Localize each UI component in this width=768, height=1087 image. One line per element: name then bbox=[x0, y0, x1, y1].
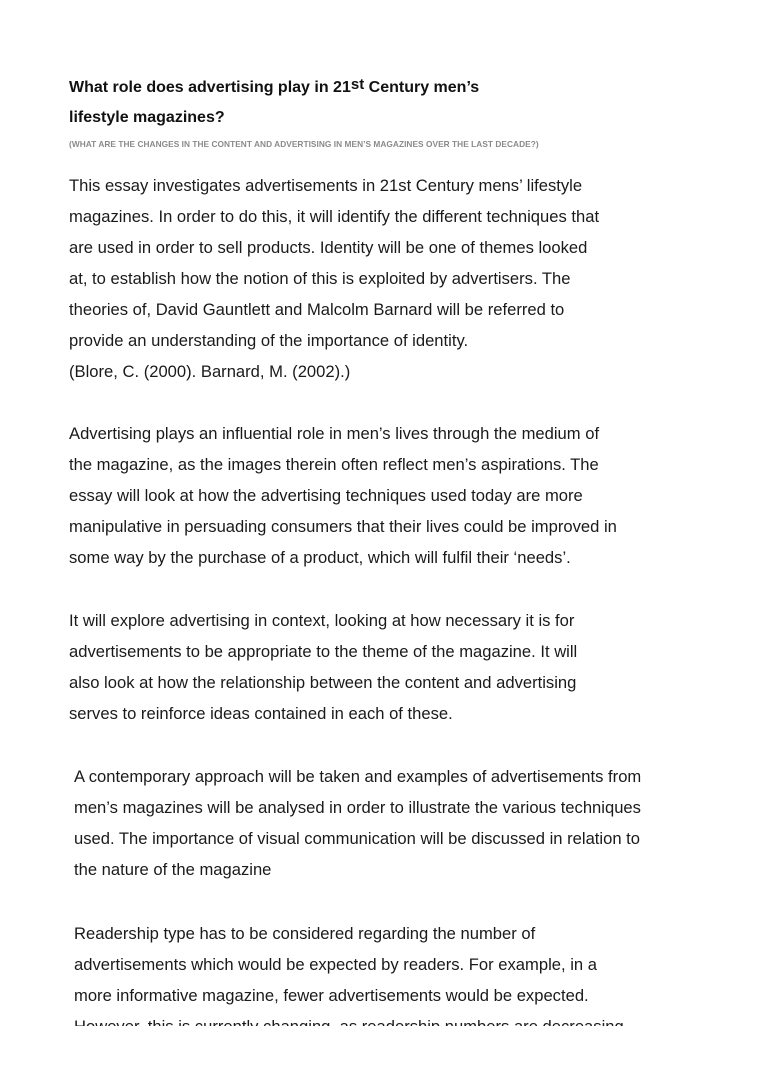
title-line-1 bbox=[69, 73, 479, 103]
paragraph-line: magazines. In order to do this, it will identify the different techniques that bbox=[69, 207, 600, 226]
paragraph-line: the magazine, as the images therein often reflect men’s aspirations. The bbox=[69, 455, 599, 474]
paragraph-line: serves to reinforce ideas contained in each of these. bbox=[69, 704, 453, 723]
paragraph-line: theories of, David Gauntlett and Malcolm Barnard will be referred to bbox=[69, 300, 565, 319]
paragraph-line: provide an understanding of the importance of identity. bbox=[69, 331, 469, 350]
title-superscript: st bbox=[350, 76, 365, 93]
paragraph-line: advertisements to be appropriate to the theme of the magazine. It will bbox=[69, 642, 578, 661]
page-cutoff-mask bbox=[0, 1026, 768, 1087]
paragraph-line: men’s magazines will be analysed in order to illustrate the various techniques bbox=[74, 798, 641, 817]
paragraph-line: Readership type has to be considered regarding the number of bbox=[74, 924, 536, 943]
title-text-after: Century men’s bbox=[364, 79, 480, 96]
paragraph-intro bbox=[69, 170, 599, 387]
paragraph-readership bbox=[74, 918, 624, 1042]
paragraph-line: the nature of the magazine bbox=[74, 860, 272, 879]
paragraph-line: A contemporary approach will be taken and examples of advertisements from bbox=[74, 767, 642, 786]
paragraph-line: This essay investigates advertisements in 21st Century mens’ lifestyle bbox=[69, 176, 583, 195]
essay-title bbox=[69, 73, 479, 133]
paragraph-line: Advertising plays an influential role in men’s lives through the medium of bbox=[69, 424, 600, 443]
paragraph-line: used. The importance of visual communication will be discussed in relation to bbox=[74, 829, 641, 848]
paragraph-line: some way by the purchase of a product, which will fulfil their ‘needs’. bbox=[69, 548, 571, 567]
paragraph-line: at, to establish how the notion of this is exploited by advertisers. The bbox=[69, 269, 571, 288]
paragraph-line: more informative magazine, fewer advertisements would be expected. bbox=[74, 986, 589, 1005]
paragraph-line: It will explore advertising in context, looking at how necessary it is for bbox=[69, 611, 575, 630]
paragraph-line: manipulative in persuading consumers that their lives could be improved in bbox=[69, 517, 617, 536]
title-line-2: lifestyle magazines? bbox=[69, 109, 225, 126]
paragraph-line: (Blore, C. (2000). Barnard, M. (2002).) bbox=[69, 362, 351, 381]
paragraph-line: advertisements which would be expected by readers. For example, in a bbox=[74, 955, 597, 974]
paragraph-line: essay will look at how the advertising techniques used today are more bbox=[69, 486, 583, 505]
paragraph-approach bbox=[74, 761, 641, 885]
title-text-before: What role does advertising play in 21 bbox=[69, 79, 351, 96]
paragraph-line: also look at how the relationship between the content and advertising bbox=[69, 673, 577, 692]
essay-subtitle: (WHAT ARE THE CHANGES IN THE CONTENT AND ADVERTISING IN MEN’S MAGAZINES OVER THE LAST DECADE?) bbox=[69, 139, 539, 149]
paragraph-line: are used in order to sell products. Identity will be one of themes looked bbox=[69, 238, 588, 257]
paragraph-context bbox=[69, 605, 577, 729]
paragraph-advertising-role bbox=[69, 418, 617, 573]
